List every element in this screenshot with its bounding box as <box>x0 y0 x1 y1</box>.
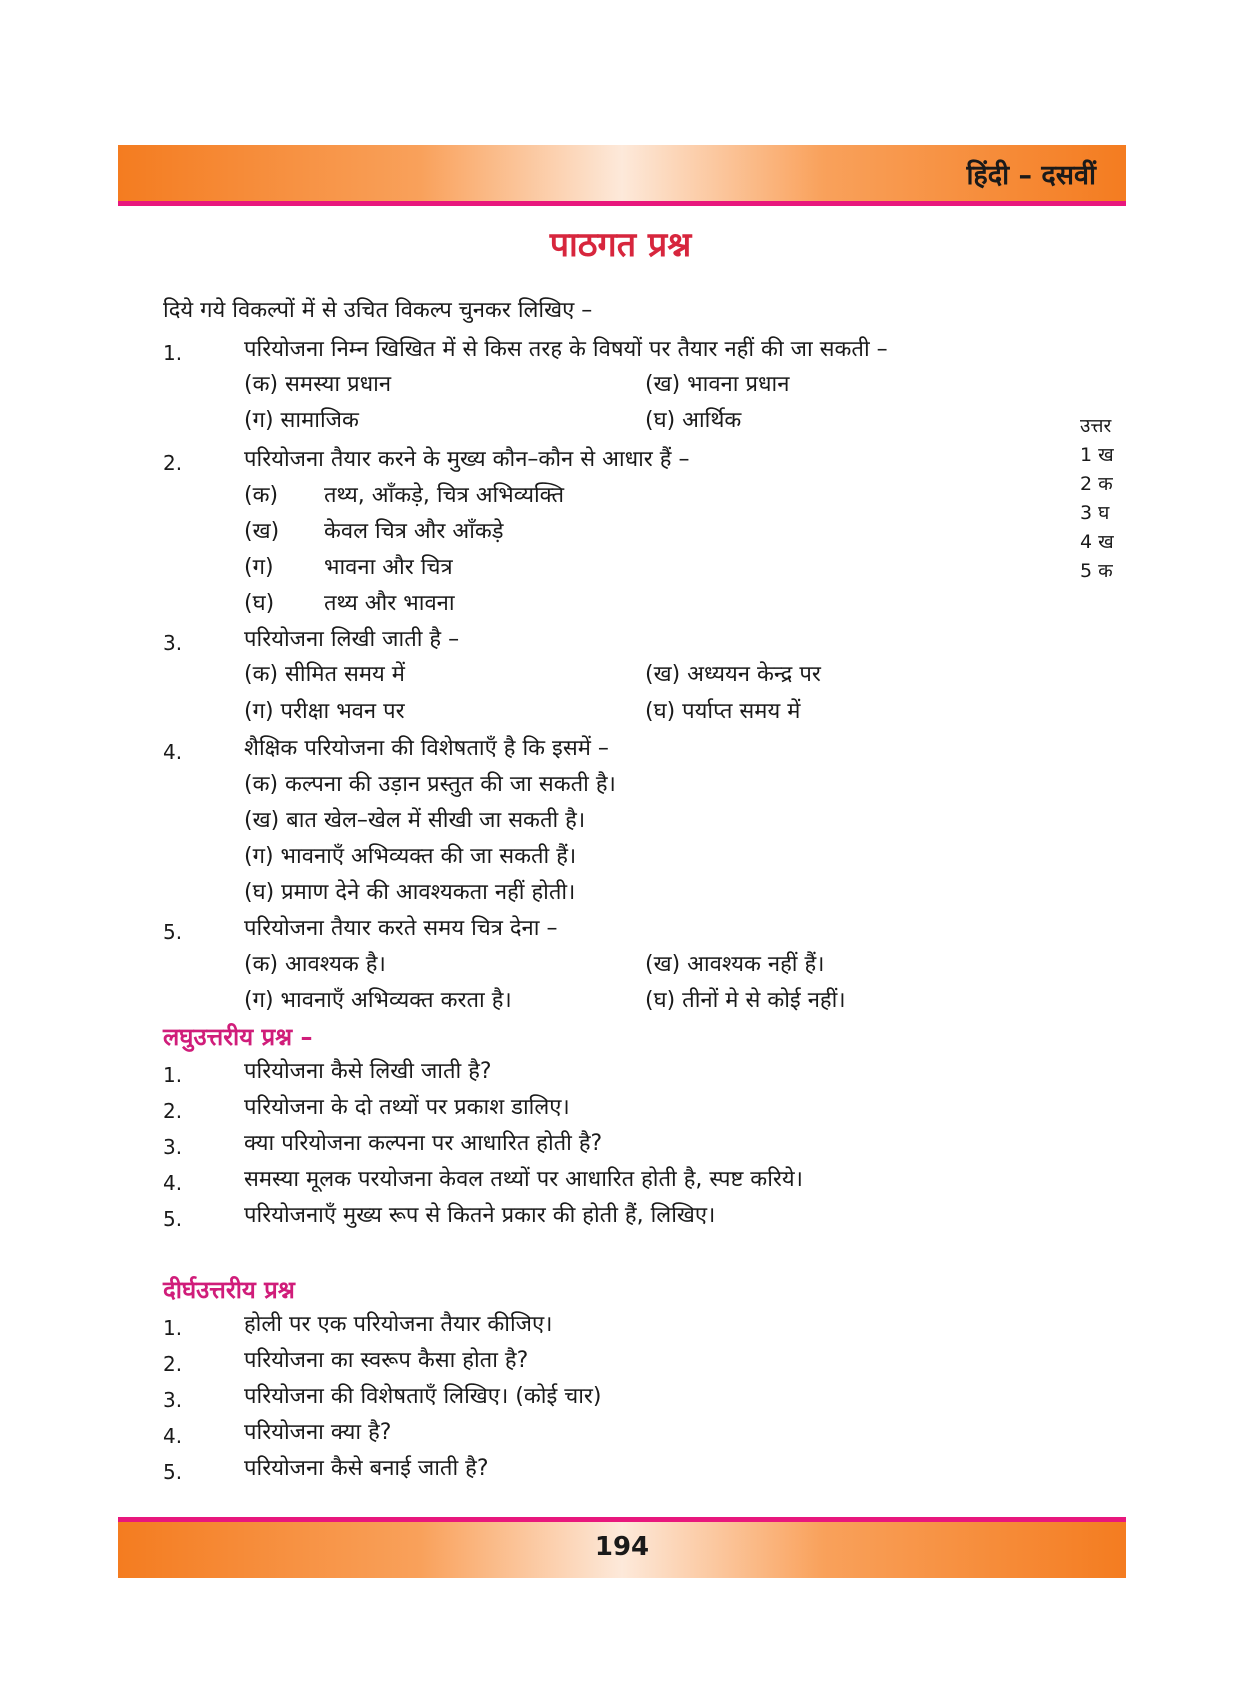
question-number: 3. <box>163 1135 183 1159</box>
question-number: 5. <box>163 1207 183 1231</box>
question-number: 1. <box>163 1063 183 1087</box>
mcq-option-label: (क) <box>244 483 279 508</box>
question-number: 1. <box>163 1316 183 1340</box>
question-number: 2. <box>163 1099 183 1123</box>
header-title: हिंदी – दसवीं <box>966 160 1096 191</box>
mcq-option: (घ) प्रमाण देने की आवश्यकता नहीं होती। <box>244 880 576 905</box>
mcq-option-label: (ख) <box>244 519 280 544</box>
mcq-option: केवल चित्र और आँकड़े <box>324 519 504 544</box>
footer-band <box>118 1517 1126 1578</box>
mcq-question: परियोजना लिखी जाती है – <box>244 627 460 652</box>
mcq-option: (ख) अध्ययन केन्द्र पर <box>645 662 821 687</box>
mcq-option: (ख) बात खेल–खेल में सीखी जा सकती है। <box>244 808 586 833</box>
answer-key <box>1080 412 1114 586</box>
answer-item: 1 ख <box>1080 444 1114 466</box>
question-text: परियोजना की विशेषताएँ लिखिए। (कोई चार) <box>244 1384 602 1409</box>
question-text: परियोजना का स्वरूप कैसा होता है? <box>244 1348 529 1373</box>
mcq-option-label: (ग) <box>244 555 274 580</box>
mcq-option: (क) आवश्यक है। <box>244 952 386 977</box>
mcq-option: (ख) भावना प्रधान <box>645 372 790 397</box>
header-band <box>118 145 1126 206</box>
page-title: पाठगत प्रश्न <box>549 225 692 265</box>
page-number: 194 <box>594 1532 650 1562</box>
question-text: परियोजना कैसे लिखी जाती है? <box>244 1059 492 1084</box>
mcq-option: तथ्य और भावना <box>324 591 455 616</box>
mcq-option: (ग) भावनाएँ अभिव्यक्त की जा सकती हैं। <box>244 844 577 869</box>
question-text: होली पर एक परियोजना तैयार कीजिए। <box>244 1312 553 1337</box>
question-number: 2. <box>163 1352 183 1376</box>
mcq-option: (क) सीमित समय में <box>244 662 405 687</box>
instruction: दिये गये विकल्पों में से उचित विकल्प चुनकर लिखिए – <box>163 298 593 323</box>
mcq-option: (घ) तीनों मे से कोई नहीं। <box>645 988 846 1013</box>
mcq-option: (ग) परीक्षा भवन पर <box>244 699 405 724</box>
mcq-number: 1. <box>163 341 183 365</box>
mcq-option: (घ) पर्याप्त समय में <box>645 699 801 724</box>
mcq-option: (क) कल्पना की उड़ान प्रस्तुत की जा सकती है। <box>244 772 616 797</box>
question-number: 4. <box>163 1424 183 1448</box>
question-number: 3. <box>163 1388 183 1412</box>
mcq-question: परियोजना तैयार करने के मुख्य कौन–कौन से आधार हैं – <box>244 447 690 472</box>
answer-item: 3 घ <box>1080 502 1110 524</box>
short-answer-heading: लघुउत्तरीय प्रश्न – <box>163 1023 313 1051</box>
mcq-option: (घ) आर्थिक <box>645 408 742 433</box>
mcq-option: (ख) आवश्यक नहीं हैं। <box>645 952 825 977</box>
answer-key-title: उत्तर <box>1080 415 1112 437</box>
question-number: 4. <box>163 1171 183 1195</box>
mcq-number: 3. <box>163 631 183 655</box>
mcq-number: 5. <box>163 920 183 944</box>
answer-item: 5 क <box>1080 560 1113 582</box>
mcq-option: (ग) सामाजिक <box>244 408 359 433</box>
mcq-number: 2. <box>163 451 183 475</box>
question-text: परियोजनाएँ मुख्य रूप से कितने प्रकार की होती हैं, लिखिए। <box>244 1203 716 1228</box>
mcq-question: शैक्षिक परियोजना की विशेषताएँ है कि इसमें – <box>244 736 609 761</box>
mcq-option: (ग) भावनाएँ अभिव्यक्त करता है। <box>244 988 512 1013</box>
answer-item: 4 ख <box>1080 531 1114 553</box>
mcq-question: परियोजना निम्न खिखित में से किस तरह के विषयों पर तैयार नहीं की जा सकती – <box>244 337 888 362</box>
mcq-option: (क) समस्या प्रधान <box>244 372 392 397</box>
mcq-option: तथ्य, आँकड़े, चित्र अभिव्यक्ति <box>324 483 565 508</box>
mcq-option-label: (घ) <box>244 591 275 616</box>
question-number: 5. <box>163 1460 183 1484</box>
question-text: क्या परियोजना कल्पना पर आधारित होती है? <box>244 1131 603 1156</box>
mcq-option: भावना और चित्र <box>324 555 453 580</box>
mcq-question: परियोजना तैयार करते समय चित्र देना – <box>244 916 558 941</box>
long-answer-heading: दीर्घउत्तरीय प्रश्न <box>163 1276 295 1304</box>
question-text: परियोजना क्या है? <box>244 1420 392 1445</box>
question-text: समस्या मूलक परयोजना केवल तथ्यों पर आधारित होती है, स्पष्ट करिये। <box>244 1167 803 1192</box>
answer-item: 2 क <box>1080 473 1113 495</box>
question-text: परियोजना के दो तथ्यों पर प्रकाश डालिए। <box>244 1095 570 1120</box>
mcq-number: 4. <box>163 740 183 764</box>
question-text: परियोजना कैसे बनाई जाती है? <box>244 1456 489 1481</box>
